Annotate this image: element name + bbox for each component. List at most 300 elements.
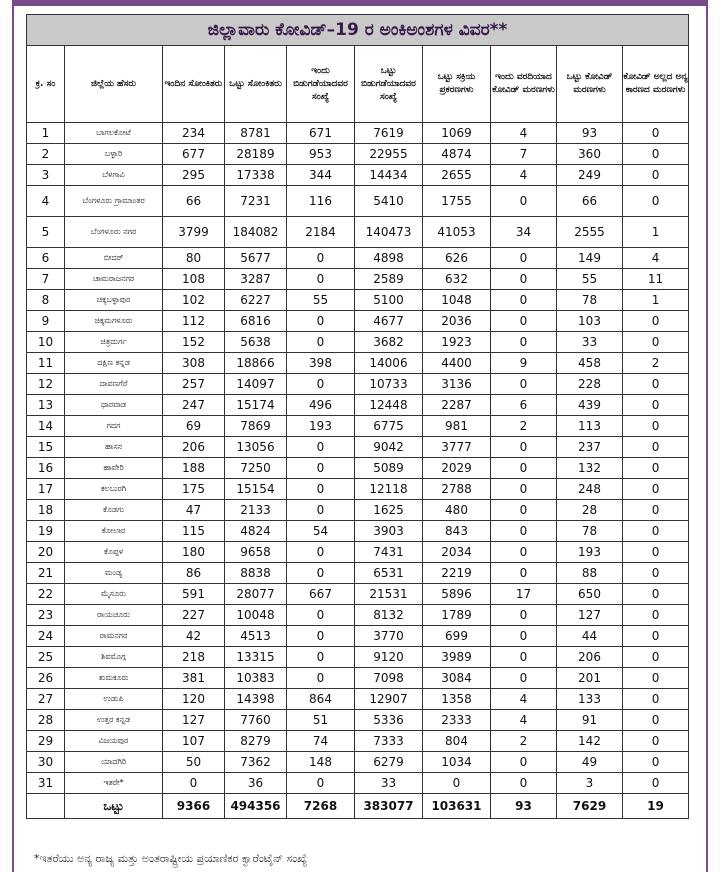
cell-today-discharged: 0 (287, 374, 355, 395)
cell-total-discharged: 4898 (355, 248, 423, 269)
cell-total-deaths: 249 (557, 165, 623, 186)
cell-today-infected: 3799 (163, 217, 225, 248)
cell-today-discharged: 864 (287, 689, 355, 710)
cell-serial: 22 (27, 584, 65, 605)
cell-active-cases: 3084 (423, 668, 491, 689)
cell-active-cases: 804 (423, 731, 491, 752)
table-row (27, 710, 689, 731)
cell-serial: 26 (27, 668, 65, 689)
cell-active-cases: 2034 (423, 542, 491, 563)
cell-total-deaths: 149 (557, 248, 623, 269)
cell-today-infected: 188 (163, 458, 225, 479)
cell-total-deaths: 3 (557, 773, 623, 794)
cell-active-cases: 2029 (423, 458, 491, 479)
cell-total-discharged: 140473 (355, 217, 423, 248)
cell-today-deaths: 0 (491, 647, 557, 668)
cell-today-discharged: 0 (287, 437, 355, 458)
cell-active-cases: 843 (423, 521, 491, 542)
cell-serial: 5 (27, 217, 65, 248)
cell-non-covid-deaths: 0 (623, 374, 689, 395)
cell-non-covid-deaths: 0 (623, 710, 689, 731)
cell-serial: 28 (27, 710, 65, 731)
header-today-discharged: ಇಂದು ಬಿಡುಗಡೆಯಾದವರ ಸಂಖ್ಯೆ (287, 46, 355, 123)
cell-district: ತುಮಕೂರು (65, 668, 163, 689)
cell-today-deaths: 0 (491, 626, 557, 647)
cell-serial: 21 (27, 563, 65, 584)
cell-non-covid-deaths: 0 (623, 311, 689, 332)
cell-district: ಬೆಂಗಳೂರು ನಗರ (65, 217, 163, 248)
cell-today-infected: 591 (163, 584, 225, 605)
table-row (27, 542, 689, 563)
table-row (27, 395, 689, 416)
cell-total-discharged: 10733 (355, 374, 423, 395)
header-total-infected: ಒಟ್ಟು ಸೋಂಕಿತರು (225, 46, 287, 123)
cell-total-deaths: 66 (557, 186, 623, 217)
cell-non-covid-deaths: 0 (623, 605, 689, 626)
cell-non-covid-deaths: 2 (623, 353, 689, 374)
cell-total-discharged: 5100 (355, 290, 423, 311)
cell-total-deaths: 133 (557, 689, 623, 710)
cell-total-deaths: 93 (557, 123, 623, 144)
cell-active-cases: 2036 (423, 311, 491, 332)
cell-total-deaths: 132 (557, 458, 623, 479)
cell-total-deaths: 206 (557, 647, 623, 668)
cell-today-infected: 47 (163, 500, 225, 521)
footnote: *ಇತರೆಯು ಅನ್ಯ ರಾಜ್ಯ ಮತ್ತು ಅಂತರಾಷ್ಟ್ರೀಯ ಪ್ರಯಾಣಿಕರ ಕ್ವಾರೆಂಟೈನ್ ಸಂಖ್ಯೆ (34, 852, 308, 865)
cell-active-cases: 103631 (423, 794, 491, 819)
cell-district: ಚಿಕ್ಕಮಗಳೂರು (65, 311, 163, 332)
header-today-infected: ಇಂದಿನ ಸೋಂಕಿತರು (163, 46, 225, 123)
cell-non-covid-deaths: 0 (623, 500, 689, 521)
cell-active-cases: 2219 (423, 563, 491, 584)
header-row (27, 46, 689, 123)
cell-today-infected: 120 (163, 689, 225, 710)
table-row (27, 353, 689, 374)
cell-today-deaths: 2 (491, 416, 557, 437)
cell-today-discharged: 0 (287, 647, 355, 668)
cell-total-deaths: 237 (557, 437, 623, 458)
table-row (27, 647, 689, 668)
cell-today-deaths: 93 (491, 794, 557, 819)
cell-active-cases: 626 (423, 248, 491, 269)
cell-active-cases: 1358 (423, 689, 491, 710)
cell-district: ಮಂಡ್ಯ (65, 563, 163, 584)
cell-total-infected: 10048 (225, 605, 287, 626)
cell-today-infected: 180 (163, 542, 225, 563)
cell-total-infected: 3287 (225, 269, 287, 290)
cell-today-discharged: 74 (287, 731, 355, 752)
cell-non-covid-deaths: 19 (623, 794, 689, 819)
cell-active-cases: 1789 (423, 605, 491, 626)
cell-total-discharged: 3770 (355, 626, 423, 647)
table-row (27, 332, 689, 353)
cell-total-deaths: 2555 (557, 217, 623, 248)
cell-district: ಚಿತ್ರದುರ್ಗ (65, 332, 163, 353)
cell-total-discharged: 9120 (355, 647, 423, 668)
cell-total-deaths: 360 (557, 144, 623, 165)
cell-serial: 10 (27, 332, 65, 353)
cell-total-discharged: 5336 (355, 710, 423, 731)
cell-non-covid-deaths: 4 (623, 248, 689, 269)
table-row (27, 521, 689, 542)
cell-active-cases: 0 (423, 773, 491, 794)
cell-total-infected: 7869 (225, 416, 287, 437)
table-row (27, 626, 689, 647)
cell-total-infected: 7250 (225, 458, 287, 479)
cell-today-discharged: 953 (287, 144, 355, 165)
cell-today-deaths: 0 (491, 563, 557, 584)
cell-today-deaths: 2 (491, 731, 557, 752)
cell-serial: 18 (27, 500, 65, 521)
cell-district: ಕೊಪ್ಪಳ (65, 542, 163, 563)
cell-today-infected: 102 (163, 290, 225, 311)
table-row (27, 458, 689, 479)
cell-total-discharged: 6279 (355, 752, 423, 773)
cell-today-infected: 115 (163, 521, 225, 542)
cell-total-infected: 7362 (225, 752, 287, 773)
cell-today-deaths: 0 (491, 311, 557, 332)
cell-total-deaths: 650 (557, 584, 623, 605)
cell-active-cases: 1755 (423, 186, 491, 217)
cell-total-infected: 13056 (225, 437, 287, 458)
cell-active-cases: 1069 (423, 123, 491, 144)
cell-serial: 3 (27, 165, 65, 186)
header-non-covid-deaths: ಕೋವಿಡ್ ಅಲ್ಲದ ಅನ್ಯ ಕಾರಣದ ಮರಣಗಳು (623, 46, 689, 123)
cell-total-discharged: 2589 (355, 269, 423, 290)
table-row (27, 217, 689, 248)
cell-today-infected: 9366 (163, 794, 225, 819)
cell-today-deaths: 0 (491, 479, 557, 500)
cell-active-cases: 2788 (423, 479, 491, 500)
cell-today-discharged: 0 (287, 458, 355, 479)
cell-non-covid-deaths: 0 (623, 563, 689, 584)
cell-total-deaths: 55 (557, 269, 623, 290)
cell-today-deaths: 0 (491, 521, 557, 542)
cell-today-deaths: 0 (491, 542, 557, 563)
cell-today-deaths: 17 (491, 584, 557, 605)
cell-active-cases: 632 (423, 269, 491, 290)
covid-stats-table (26, 14, 689, 819)
cell-district: ಇತರೇ* (65, 773, 163, 794)
cell-total-discharged: 7098 (355, 668, 423, 689)
cell-total-discharged: 14006 (355, 353, 423, 374)
cell-today-deaths: 0 (491, 374, 557, 395)
cell-total-infected: 6816 (225, 311, 287, 332)
cell-active-cases: 3989 (423, 647, 491, 668)
cell-today-discharged: 496 (287, 395, 355, 416)
cell-district: ಶಿವಮೊಗ್ಗ (65, 647, 163, 668)
cell-district: ಕಲಬುರಗಿ (65, 479, 163, 500)
cell-today-deaths: 0 (491, 605, 557, 626)
cell-total-deaths: 91 (557, 710, 623, 731)
cell-today-deaths: 0 (491, 437, 557, 458)
cell-total-infected: 5677 (225, 248, 287, 269)
cell-today-discharged: 398 (287, 353, 355, 374)
cell-today-discharged: 671 (287, 123, 355, 144)
cell-today-deaths: 7 (491, 144, 557, 165)
cell-serial: 23 (27, 605, 65, 626)
cell-total-deaths: 113 (557, 416, 623, 437)
cell-today-discharged: 0 (287, 773, 355, 794)
table-row (27, 248, 689, 269)
cell-active-cases: 3136 (423, 374, 491, 395)
cell-district: ದಾವಣಗೆರೆ (65, 374, 163, 395)
table-row (27, 269, 689, 290)
cell-active-cases: 480 (423, 500, 491, 521)
cell-serial: 24 (27, 626, 65, 647)
cell-today-discharged: 193 (287, 416, 355, 437)
cell-district: ಮೈಸೂರು (65, 584, 163, 605)
cell-total-deaths: 458 (557, 353, 623, 374)
cell-today-infected: 152 (163, 332, 225, 353)
cell-district: ಕೋಲಾರ (65, 521, 163, 542)
cell-today-discharged: 0 (287, 542, 355, 563)
header-active-cases: ಒಟ್ಟು ಸಕ್ರಿಯ ಪ್ರಕರಣಗಳು (423, 46, 491, 123)
cell-today-infected: 42 (163, 626, 225, 647)
cell-total-infected: 10383 (225, 668, 287, 689)
cell-today-deaths: 9 (491, 353, 557, 374)
cell-serial: 2 (27, 144, 65, 165)
cell-serial: 29 (27, 731, 65, 752)
cell-active-cases: 699 (423, 626, 491, 647)
cell-total-discharged: 5410 (355, 186, 423, 217)
cell-non-covid-deaths: 0 (623, 186, 689, 217)
cell-serial: 4 (27, 186, 65, 217)
cell-total-infected: 28077 (225, 584, 287, 605)
cell-total-infected: 14097 (225, 374, 287, 395)
cell-total-deaths: 193 (557, 542, 623, 563)
cell-active-cases: 2655 (423, 165, 491, 186)
cell-today-discharged: 344 (287, 165, 355, 186)
table-row (27, 374, 689, 395)
cell-total-discharged: 33 (355, 773, 423, 794)
cell-serial: 7 (27, 269, 65, 290)
cell-today-infected: 218 (163, 647, 225, 668)
cell-total-deaths: 439 (557, 395, 623, 416)
table-row (27, 290, 689, 311)
cell-district: ಉಡುಪಿ (65, 689, 163, 710)
cell-today-deaths: 4 (491, 710, 557, 731)
cell-total-discharged: 7333 (355, 731, 423, 752)
table-row (27, 584, 689, 605)
cell-serial: 17 (27, 479, 65, 500)
cell-total-discharged: 383077 (355, 794, 423, 819)
cell-non-covid-deaths: 1 (623, 217, 689, 248)
cell-today-infected: 206 (163, 437, 225, 458)
cell-non-covid-deaths: 0 (623, 668, 689, 689)
cell-serial: 11 (27, 353, 65, 374)
cell-today-deaths: 0 (491, 248, 557, 269)
cell-total-discharged: 12448 (355, 395, 423, 416)
cell-non-covid-deaths: 0 (623, 626, 689, 647)
cell-today-infected: 247 (163, 395, 225, 416)
cell-total-infected: 9658 (225, 542, 287, 563)
cell-total-infected: 7760 (225, 710, 287, 731)
cell-total-infected: 494356 (225, 794, 287, 819)
cell-total-deaths: 49 (557, 752, 623, 773)
cell-today-discharged: 7268 (287, 794, 355, 819)
cell-non-covid-deaths: 0 (623, 647, 689, 668)
cell-total-infected: 5638 (225, 332, 287, 353)
header-serial: ಕ್ರ. ಸಂ (27, 46, 65, 123)
cell-today-infected: 112 (163, 311, 225, 332)
cell-today-discharged: 148 (287, 752, 355, 773)
cell-today-discharged: 0 (287, 248, 355, 269)
cell-total-infected: 18866 (225, 353, 287, 374)
cell-total-infected: 8781 (225, 123, 287, 144)
cell-total-discharged: 22955 (355, 144, 423, 165)
cell-non-covid-deaths: 0 (623, 752, 689, 773)
cell-total-discharged: 21531 (355, 584, 423, 605)
cell-district: ರಾಮನಗರ (65, 626, 163, 647)
cell-total-discharged: 12907 (355, 689, 423, 710)
cell-today-infected: 175 (163, 479, 225, 500)
cell-today-infected: 86 (163, 563, 225, 584)
cell-today-infected: 50 (163, 752, 225, 773)
cell-today-infected: 308 (163, 353, 225, 374)
cell-total-discharged: 6775 (355, 416, 423, 437)
cell-today-infected: 677 (163, 144, 225, 165)
cell-today-infected: 107 (163, 731, 225, 752)
cell-active-cases: 1034 (423, 752, 491, 773)
cell-non-covid-deaths: 0 (623, 416, 689, 437)
cell-today-infected: 257 (163, 374, 225, 395)
cell-today-deaths: 0 (491, 269, 557, 290)
cell-today-discharged: 116 (287, 186, 355, 217)
cell-today-deaths: 0 (491, 773, 557, 794)
cell-serial: 8 (27, 290, 65, 311)
header-district: ಜಿಲ್ಲೆಯ ಹೆಸರು (65, 46, 163, 123)
cell-today-infected: 295 (163, 165, 225, 186)
cell-total-deaths: 28 (557, 500, 623, 521)
cell-today-deaths: 0 (491, 500, 557, 521)
cell-serial: 31 (27, 773, 65, 794)
cell-district: ವಿಜಯಪುರ (65, 731, 163, 752)
cell-active-cases: 5896 (423, 584, 491, 605)
cell-today-deaths: 34 (491, 217, 557, 248)
cell-today-deaths: 4 (491, 165, 557, 186)
cell-total-deaths: 78 (557, 521, 623, 542)
cell-serial: 1 (27, 123, 65, 144)
cell-today-infected: 69 (163, 416, 225, 437)
cell-non-covid-deaths: 0 (623, 542, 689, 563)
cell-district: ಗದಗ (65, 416, 163, 437)
cell-total-discharged: 14434 (355, 165, 423, 186)
cell-total-deaths: 201 (557, 668, 623, 689)
cell-today-deaths: 0 (491, 752, 557, 773)
cell-district: ಯಾದಗಿರಿ (65, 752, 163, 773)
table-row (27, 752, 689, 773)
cell-serial: 15 (27, 437, 65, 458)
cell-district: ಬೀದರ್ (65, 248, 163, 269)
table-title: ಜಿಲ್ಲಾವಾರು ಕೋವಿಡ್–19 ರ ಅಂಕಿಅಂಶಗಳ ವಿವರ** (27, 15, 689, 46)
cell-active-cases: 1923 (423, 332, 491, 353)
table-row (27, 165, 689, 186)
cell-active-cases: 981 (423, 416, 491, 437)
cell-total-infected: 4824 (225, 521, 287, 542)
cell-serial: 16 (27, 458, 65, 479)
cell-non-covid-deaths: 1 (623, 290, 689, 311)
cell-total-deaths: 228 (557, 374, 623, 395)
cell-non-covid-deaths: 0 (623, 165, 689, 186)
cell-total-discharged: 4677 (355, 311, 423, 332)
cell-district: ರಾಯಚೂರು (65, 605, 163, 626)
cell-today-infected: 381 (163, 668, 225, 689)
cell-total-discharged: 3682 (355, 332, 423, 353)
cell-district: ಬೆಂಗಳೂರು ಗ್ರಾಮಾಂತರ (65, 186, 163, 217)
cell-today-discharged: 0 (287, 605, 355, 626)
cell-today-deaths: 0 (491, 186, 557, 217)
cell-today-infected: 227 (163, 605, 225, 626)
cell-total-deaths: 142 (557, 731, 623, 752)
cell-total-deaths: 248 (557, 479, 623, 500)
cell-total-infected: 4513 (225, 626, 287, 647)
header-total-discharged: ಒಟ್ಟು ಬಿಡುಗಡೆಯಾದವರ ಸಂಖ್ಯೆ (355, 46, 423, 123)
cell-total-deaths: 78 (557, 290, 623, 311)
cell-today-deaths: 0 (491, 290, 557, 311)
cell-total-discharged: 3903 (355, 521, 423, 542)
cell-non-covid-deaths: 0 (623, 584, 689, 605)
cell-serial (27, 794, 65, 819)
table-row (27, 668, 689, 689)
cell-non-covid-deaths: 0 (623, 332, 689, 353)
cell-active-cases: 3777 (423, 437, 491, 458)
cell-non-covid-deaths: 0 (623, 437, 689, 458)
cell-district: ಚಿಕ್ಕಬಳ್ಳಾಪುರ (65, 290, 163, 311)
table-row (27, 186, 689, 217)
cell-serial: 14 (27, 416, 65, 437)
cell-total-discharged: 6531 (355, 563, 423, 584)
cell-today-discharged: 667 (287, 584, 355, 605)
cell-non-covid-deaths: 0 (623, 773, 689, 794)
table-row (27, 773, 689, 794)
cell-today-deaths: 0 (491, 332, 557, 353)
cell-today-deaths: 4 (491, 123, 557, 144)
cell-serial: 20 (27, 542, 65, 563)
table-row (27, 689, 689, 710)
table-row (27, 311, 689, 332)
table-body (27, 123, 689, 819)
cell-today-deaths: 4 (491, 689, 557, 710)
cell-total-deaths: 33 (557, 332, 623, 353)
cell-non-covid-deaths: 0 (623, 458, 689, 479)
table-row (27, 123, 689, 144)
cell-district: ಬಳ್ಳಾರಿ (65, 144, 163, 165)
cell-total-infected: 15154 (225, 479, 287, 500)
cell-district: ಚಾಮರಾಜನಗರ (65, 269, 163, 290)
cell-district: ಒಟ್ಟು (65, 794, 163, 819)
cell-total-infected: 28189 (225, 144, 287, 165)
cell-total-infected: 184082 (225, 217, 287, 248)
cell-total-infected: 13315 (225, 647, 287, 668)
cell-district: ಬೆಳಗಾವಿ (65, 165, 163, 186)
cell-total-infected: 36 (225, 773, 287, 794)
cell-non-covid-deaths: 0 (623, 689, 689, 710)
table-row (27, 500, 689, 521)
cell-today-infected: 108 (163, 269, 225, 290)
cell-total-infected: 17338 (225, 165, 287, 186)
cell-active-cases: 1048 (423, 290, 491, 311)
cell-active-cases: 4874 (423, 144, 491, 165)
cell-district: ಧಾರವಾಡ (65, 395, 163, 416)
cell-today-discharged: 54 (287, 521, 355, 542)
cell-non-covid-deaths: 0 (623, 395, 689, 416)
header-total-deaths: ಒಟ್ಟು ಕೋವಿಡ್ ಮರಣಗಳು (557, 46, 623, 123)
cell-total-discharged: 9042 (355, 437, 423, 458)
cell-today-discharged: 0 (287, 479, 355, 500)
cell-district: ಉತ್ತರ ಕನ್ನಡ (65, 710, 163, 731)
cell-today-infected: 0 (163, 773, 225, 794)
